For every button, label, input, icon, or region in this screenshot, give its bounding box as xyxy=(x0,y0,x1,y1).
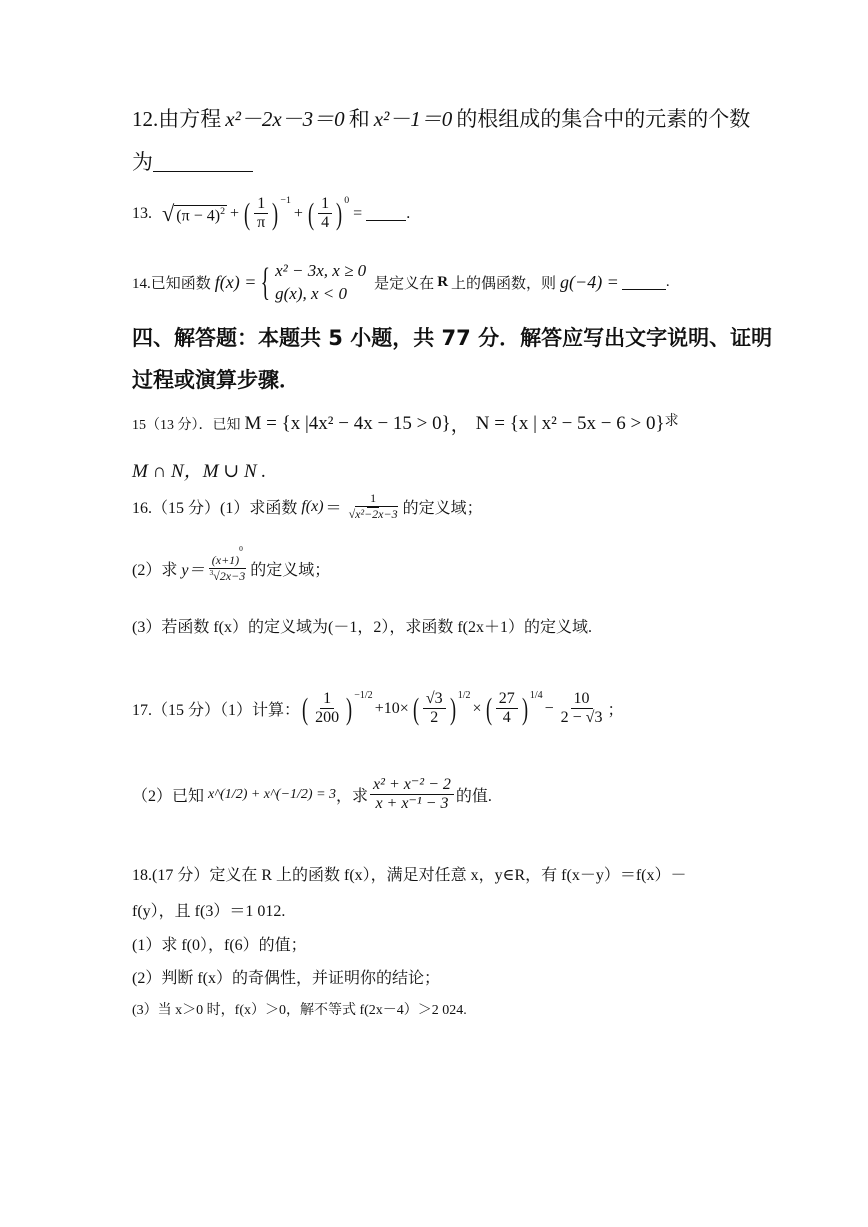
q13-exp2: 0 xyxy=(344,195,350,206)
q16-p2-prefix: (2）求 xyxy=(132,561,178,579)
q18-l3 xyxy=(132,932,307,955)
q16-p1-fx: f(x) xyxy=(301,497,324,515)
q17-p2-ask: ，求 xyxy=(336,788,369,806)
q14-mid2: 上的偶函数，则 xyxy=(451,276,557,293)
q18-l5 xyxy=(132,999,467,1019)
radical-sign: √ xyxy=(162,200,175,226)
q17-exp2: 1/2 xyxy=(457,690,471,701)
q14-R: R xyxy=(437,274,449,291)
q17-p1: 17.（15 分）（1）计算： ( $\frac{1}{200}$ ) $^{-1/2}$ +10× ( $\frac{√3}{2}$ ) $^{1/2}$ × ( $\frac{27}{4}$ ) $^{1/4}$ − $\frac{10}{2 - √3}$ ； xyxy=(132,690,624,727)
q16-p2-y: y＝ xyxy=(181,561,205,579)
case-2: g(x), x < 0 xyxy=(275,283,348,303)
q17-times: × xyxy=(472,699,482,717)
q15-prefix: 15（13 分）．已知 xyxy=(132,417,241,433)
q13-num: 13. xyxy=(132,204,152,222)
q16-p3 xyxy=(132,614,592,637)
q17-p2-frac: $\frac{\text{x² + x⁻² − 2}}{\text{x + x⁻¹ − 3}}$ xyxy=(370,776,454,814)
q12-eq1: x²－2x－3＝0 xyxy=(225,107,345,131)
q14-prefix: 14.已知函数 xyxy=(132,276,211,293)
q13-end: . xyxy=(406,204,411,222)
q13-frac2: $\frac{1}{4}$ xyxy=(318,195,332,233)
q12-prefix: 12.由方程 xyxy=(132,107,222,131)
q16-p1-prefix: 16.（15 分）(1）求函数 xyxy=(132,500,298,518)
q17-frac2: $\frac{√3}{2}$ xyxy=(423,690,446,728)
q18-l1 xyxy=(132,862,687,885)
q17-end: ； xyxy=(607,702,624,720)
section4-line2 xyxy=(132,364,300,394)
answer-blank[interactable] xyxy=(153,151,253,172)
q14-fx: f(x) = xyxy=(214,272,257,293)
q15-line2 xyxy=(132,456,266,483)
q13-eq: = xyxy=(353,204,363,222)
case-1: x² − 3x, x ≥ 0 xyxy=(275,261,367,280)
q12-and: 和 xyxy=(348,107,370,131)
q17-exp1: −1/2 xyxy=(354,690,373,701)
q17-p2-prefix: （2）已知 xyxy=(132,788,205,806)
q17-p2 xyxy=(132,776,492,814)
q18-part1: (1）求 f(0），f(6）的值； xyxy=(132,937,307,954)
q14-mid: 是定义在 xyxy=(374,276,435,293)
section4-heading-2: 过程或演算步骤． xyxy=(132,368,300,392)
q13-sqrt: √ $(\pi - 4)^2$ xyxy=(162,200,226,226)
q16-p2-frac: $\frac{(x+1)^0}{^3√2x-3}$ xyxy=(209,544,246,583)
q17-frac3: $\frac{27}{4}$ xyxy=(496,690,518,728)
q18-part2: (2）判断 f(x）的奇偶性，并证明你的结论； xyxy=(132,970,440,987)
q15-comma: ， xyxy=(450,415,470,436)
q18-l2 xyxy=(132,898,285,921)
q18-text-1: 18.(17 分）定义在 R 上的函数 f(x），满足对任意 x，y∈R，有 f(x－y）＝f(x）－ xyxy=(132,867,687,884)
q12-suffix: 的根组成的集合中的元素的个数 xyxy=(456,107,751,131)
section4-line1 xyxy=(132,322,772,352)
q14-line xyxy=(132,260,670,306)
q18-l4 xyxy=(132,965,440,988)
q13-line: 13. √ $(\pi - 4)^2$ + ( $\frac{1}{\pi}$ ) $^{-1}$ + ( $\frac{1}{4}$ ) $^0$ = . xyxy=(132,195,411,232)
q15-line1 xyxy=(132,410,679,437)
q17-p1-prefix: 17.（15 分）（1）计算： xyxy=(132,702,301,720)
q16-p2-suffix: 的定义域； xyxy=(250,561,331,579)
q15-set-ops: M ∩ N，M ∪ N . xyxy=(132,461,267,482)
q12-line2 xyxy=(132,146,253,176)
q15-ask: 求 xyxy=(664,414,679,429)
q17-minus: − xyxy=(544,699,554,717)
q15-M: M = {x |4x² − 4x − 15 > 0} xyxy=(244,412,451,434)
brace: { xyxy=(261,261,271,305)
q16-p3-text: (3）若函数 f(x）的定义域为(－1，2），求函数 f(2x＋1）的定义域. xyxy=(132,619,592,636)
q16-p1 xyxy=(132,492,483,522)
q13-frac1: $\frac{1}{\pi}$ xyxy=(254,195,268,233)
answer-blank[interactable] xyxy=(366,206,406,221)
q16-p1-eq: ＝ xyxy=(325,500,342,518)
q12-eq2: x²－1＝0 xyxy=(373,107,453,131)
q16-p1-suffix: 的定义域； xyxy=(402,500,483,518)
section4-heading: 四、解答题：本题共 5 小题，共 77 分．解答应写出文字说明、证明 xyxy=(132,326,773,350)
answer-blank[interactable] xyxy=(622,275,666,290)
q18-text-2: f(y），且 f(3）＝1 012. xyxy=(132,903,286,920)
q17-p2-suffix: 的值. xyxy=(455,788,492,806)
q14-end: . xyxy=(665,274,670,291)
q16-p2 xyxy=(132,544,331,584)
q18-part3: (3）当 x＞0 时，f(x）＞0，解不等式 f(2x－4）＞2 024. xyxy=(132,1003,467,1018)
q14-cases xyxy=(275,260,366,306)
q13-exp1: −1 xyxy=(280,195,291,206)
q17-frac1: $\frac{1}{200}$ xyxy=(315,690,340,727)
q15-N: N = {x | x² − 5x − 6 > 0} xyxy=(475,412,665,434)
q12-line1 xyxy=(132,103,750,133)
q13-pi4: (π − 4) xyxy=(176,207,221,225)
q17-exp3: 1/4 xyxy=(529,690,543,701)
q17-plus10: +10× xyxy=(374,699,409,717)
q14-g: g(−4) = xyxy=(560,272,619,293)
q12-l2: 为 xyxy=(132,150,153,174)
q17-frac4: $\frac{10}{2 - √3}$ xyxy=(560,690,603,727)
q16-p1-frac: $\frac{1}{\text{√x²−2x−3}}$ xyxy=(348,491,398,521)
q17-p2-cond: x^(1/2) + x^(−1/2) = 3 xyxy=(208,786,337,802)
